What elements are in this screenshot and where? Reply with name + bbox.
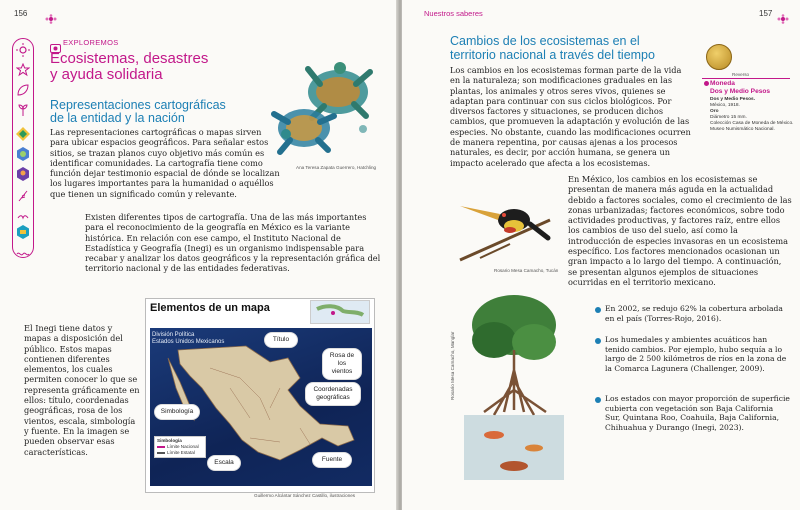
page-title-line1: Ecosistemas, desastres bbox=[50, 50, 209, 67]
map-legend-title: Simbología bbox=[157, 438, 182, 443]
plant-icon bbox=[16, 102, 30, 116]
inegi-paragraph: El Inegi tiene datos y mapas a disposición del público. Estos mapas contienen diferentes elementos, los cuales permiten conocer lo que se representa gráficamente en ellos: título, coordenadas geográficas, rosa de los vientos, escala, simbología y fuente. En la imagen se pueden observar esas características. bbox=[24, 323, 140, 457]
page-number-left: 156 bbox=[14, 9, 28, 18]
gold-coin-image bbox=[706, 44, 732, 70]
bullet-item-3: Los estados con mayor proporción de superficie cubierta con vegetación son Baja California Sur, Quintana Roo, Coahuila, Baja California, Chihuahua y Durango (Inegi, 2023). bbox=[605, 394, 790, 432]
ecosystem-changes-paragraph: Los cambios en los ecosistemas forman parte de la vida en la naturaleza; son modificaciones graduales en las plantas, los animales y otros seres vivos, quienes se adaptan para continuar con sus ciclos biológicos. Por diversos factores y situaciones, se producen dichos cambios, que promueven la adaptación y evolución de las especies. No obstante, cuando las modificaciones ocurren de manera repentina, por causas ajenas a los procesos naturales, es decir, por acción humana, se genera un impacto acelerado que afecta a los ecosistemas. bbox=[450, 65, 691, 168]
section-subtitle-line2: de la entidad y la nación bbox=[50, 111, 185, 125]
leaf-icon bbox=[16, 82, 30, 96]
coin-detail-4: Diámetro 15 mm. bbox=[710, 115, 747, 120]
sun-icon bbox=[16, 42, 30, 56]
map-legend-item-national-label: Límite Nacional bbox=[167, 444, 199, 449]
right-page-title-line2: territorio nacional a través del tiempo bbox=[450, 47, 655, 62]
bullet-item-1: En 2002, se redujo 62% la cobertura arbolada en el país (Torres-Rojo, 2016). bbox=[605, 304, 783, 323]
section-tag: EXPLOREMOS bbox=[63, 38, 119, 47]
coin-title-line2: Dos y Medio Pesos bbox=[710, 87, 771, 95]
explore-icon bbox=[50, 38, 61, 47]
feather-icon bbox=[16, 188, 30, 202]
callout-coordinates: Coordenadas geográficas bbox=[305, 382, 361, 406]
callout-source: Fuente bbox=[312, 452, 352, 468]
callout-compass-rose: Rosa de los vientos bbox=[322, 348, 362, 380]
hands-icon bbox=[16, 208, 30, 222]
bullet-dot bbox=[595, 307, 601, 313]
turtle-caption: Ana Teresa Zapata Guerrero, Hatchling bbox=[296, 165, 377, 170]
mexico-changes-paragraph: En México, los cambios en los ecosistemas se presentan de manera más aguda en la actualidad debido a factores sociales, como el crecimiento de las zonas urbanizadas; factores económicos, sobre todo actividades productivas, y factores raíz, entre ellos los cambios de uso del suelo, así como la introducción de especies invasoras en un ecosistema específico. Los factores mencionados ocasionan un gran impacto a lo largo del tiempo. A continuación, se presentan algunos ejemplos de situaciones ocurridas en el territorio mexicano. bbox=[568, 174, 792, 287]
page-number-right: 157 bbox=[759, 9, 773, 18]
people-hex-icon bbox=[15, 166, 31, 182]
section-subtitle bbox=[50, 99, 226, 125]
callout-scale: Escala bbox=[207, 455, 241, 471]
toucan-illustration bbox=[450, 190, 560, 268]
right-page bbox=[402, 0, 800, 510]
left-page bbox=[0, 0, 398, 510]
map-legend-item-state-label: Límite Estatal bbox=[167, 450, 195, 455]
map-inner-title-line1: División Política bbox=[152, 332, 195, 338]
toucan-caption: Rosario Mesa Camacho, Tucán bbox=[494, 268, 559, 273]
callout-legend: Simbología bbox=[154, 404, 200, 420]
star-icon bbox=[16, 62, 30, 76]
sea-turtles-illustration bbox=[258, 44, 386, 164]
bullet-item-2: Los humedales y ambientes acuáticos han tenido cambios. Por ejemplo, hubo sequía a lo largo de 2 500 kilómetros de ríos en la zona de la Comarca Lagunera (Challenger, 2009). bbox=[605, 335, 787, 373]
map-inner-title bbox=[152, 332, 224, 346]
coin-detail-5: Colección Casa de Moneda de México. bbox=[710, 121, 794, 126]
coin-details bbox=[710, 97, 794, 133]
coin-divider bbox=[702, 78, 790, 79]
map-legend-box bbox=[154, 436, 206, 458]
coin-detail-3: Oro bbox=[710, 109, 719, 114]
map-credit: Guillermo Alcántar Sánchez Castillo, ilustraciones bbox=[254, 493, 356, 498]
wave-icon bbox=[16, 244, 30, 254]
page-title bbox=[50, 51, 208, 83]
mangrove-illustration bbox=[464, 290, 564, 480]
running-head: Nuestros saberes bbox=[424, 9, 483, 18]
section-subtitle-line1: Representaciones cartográficas bbox=[50, 98, 226, 112]
intro-paragraph: Las representaciones cartográficas o mapas sirven para ubicar espacios geográficos. Para señalar estos sitios, se trazan planos cuyo objetivo más común es identificar comunidades. La cartografía tiene como función dejar testimonio espacial de dónde se localizan los lugares importantes para la humanidad o aquéllos que tienen un significado común y relevante. bbox=[50, 127, 280, 199]
coin-detail-1: Dos y Medio Pesos. bbox=[710, 97, 756, 102]
diamond-hex-icon bbox=[15, 126, 31, 142]
mangrove-caption: Rosario Mesa Camacho, Manglar bbox=[450, 331, 455, 400]
bullet-dot bbox=[595, 338, 601, 344]
community-hex-icon bbox=[15, 224, 31, 240]
cartography-paragraph: Existen diferentes tipos de cartografía. Una de las más importantes para el reconocimiento de la geografía en México es la variante histórica. En relación con ese campo, el Instituto Nacional de Estadística y Geografía (Inegi) es un organismo indispensable para recabar y analizar los datos geográficos y la representación gráfica del territorio nacional y de las entidades federativas. bbox=[85, 212, 381, 274]
coin-detail-6: Museo Numismático Nacional. bbox=[710, 127, 775, 132]
globe-hex-icon bbox=[15, 146, 31, 162]
flower-ornament-right-icon bbox=[777, 9, 789, 19]
coin-title-line1: Moneda bbox=[710, 80, 735, 87]
bullet-dot bbox=[595, 397, 601, 403]
locator-globe-inset bbox=[310, 300, 370, 324]
right-page-title bbox=[450, 35, 655, 62]
coin-side-label: Reverso bbox=[732, 72, 750, 77]
flower-ornament-icon bbox=[45, 9, 57, 19]
map-figure-heading: Elementos de un mapa bbox=[150, 302, 270, 314]
coin-bullet-icon bbox=[704, 81, 709, 86]
map-legend-item-state bbox=[157, 450, 203, 456]
page-title-line2: y ayuda solidaria bbox=[50, 66, 163, 83]
callout-title: Título bbox=[264, 332, 298, 348]
coin-title bbox=[710, 80, 770, 95]
right-page-title-line1: Cambios de los ecosistemas en el bbox=[450, 34, 640, 48]
map-inner-title-line2: Estados Unidos Mexicanos bbox=[152, 339, 225, 345]
coin-detail-2: México, 1918. bbox=[710, 103, 740, 108]
